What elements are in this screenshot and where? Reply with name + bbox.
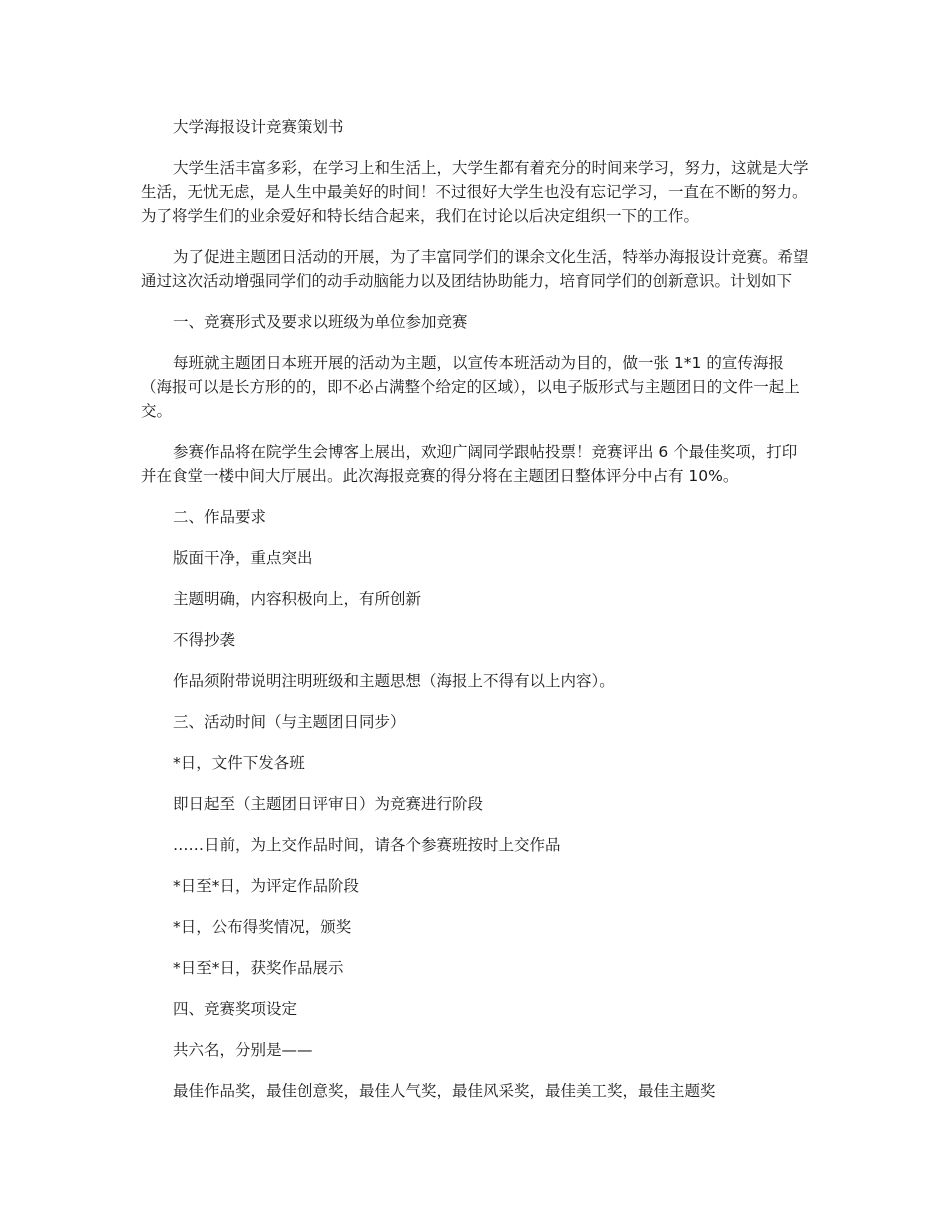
section-heading-3: 三、活动时间（与主题团日同步） <box>173 713 406 731</box>
purpose-paragraph: 为了促进主题团日活动的开展，为了丰富同学们的课余文化生活，特举办海报设计竞赛。希望通过这次活动增强同学们的动手动脑能力以及团结协助能力，培育同学们的创新意识。计划如下 <box>141 248 809 290</box>
schedule-item: ……日前，为上交作品时间，请各个参赛班按时上交作品 <box>173 836 561 854</box>
requirement-item: 主题明确，内容积极向上，有所创新 <box>173 590 422 608</box>
requirement-item: 版面干净，重点突出 <box>173 549 313 567</box>
exhibition-paragraph: 参赛作品将在院学生会博客上展出，欢迎广阔同学跟帖投票！竞赛评出 6 个最佳奖项，打印并在食堂一楼中间大厅展出。此次海报竞赛的得分将在主题团日整体评分中占有 10%。 <box>141 443 798 485</box>
schedule-item: *日至*日，获奖作品展示 <box>173 959 344 977</box>
section-heading-2: 二、作品要求 <box>173 508 267 526</box>
document-body <box>141 115 811 1120</box>
intro-paragraph: 大学生活丰富多彩，在学习上和生活上，大学生都有着充分的时间来学习，努力，这就是大学生活，无忧无虑，是人生中最美好的时间！不过很好大学生也没有忘记学习，一直在不断的努力。为了将学生们的业余爱好和特长结合起来，我们在讨论以后决定组织一下的工作。 <box>141 159 809 225</box>
section-heading-1: 一、竞赛形式及要求以班级为单位参加竞赛 <box>173 313 468 331</box>
document-title: 大学海报设计竞赛策划书 <box>173 118 344 136</box>
schedule-item: *日，文件下发各班 <box>173 754 305 772</box>
requirement-item: 作品须附带说明注明班级和主题思想（海报上不得有以上内容）。 <box>173 672 615 690</box>
section-heading-4: 四、竞赛奖项设定 <box>173 1000 298 1018</box>
requirement-item: 不得抄袭 <box>173 631 236 649</box>
schedule-item: 即日起至（主题团日评审日）为竞赛进行阶段 <box>173 795 484 813</box>
schedule-item: *日至*日，为评定作品阶段 <box>173 877 360 895</box>
awards-list: 最佳作品奖，最佳创意奖，最佳人气奖，最佳风采奖，最佳美工奖，最佳主题奖 <box>173 1082 716 1100</box>
awards-intro: 共六名，分别是—— <box>173 1041 313 1059</box>
format-paragraph: 每班就主题团日本班开展的活动为主题，以宣传本班活动为目的，做一张 1*1 的宣传海报（海报可以是长方形的的，即不必占满整个给定的区域），以电子版形式与主题团日的文件一起上交。 <box>141 354 800 420</box>
schedule-item: *日，公布得奖情况，颁奖 <box>173 918 352 936</box>
